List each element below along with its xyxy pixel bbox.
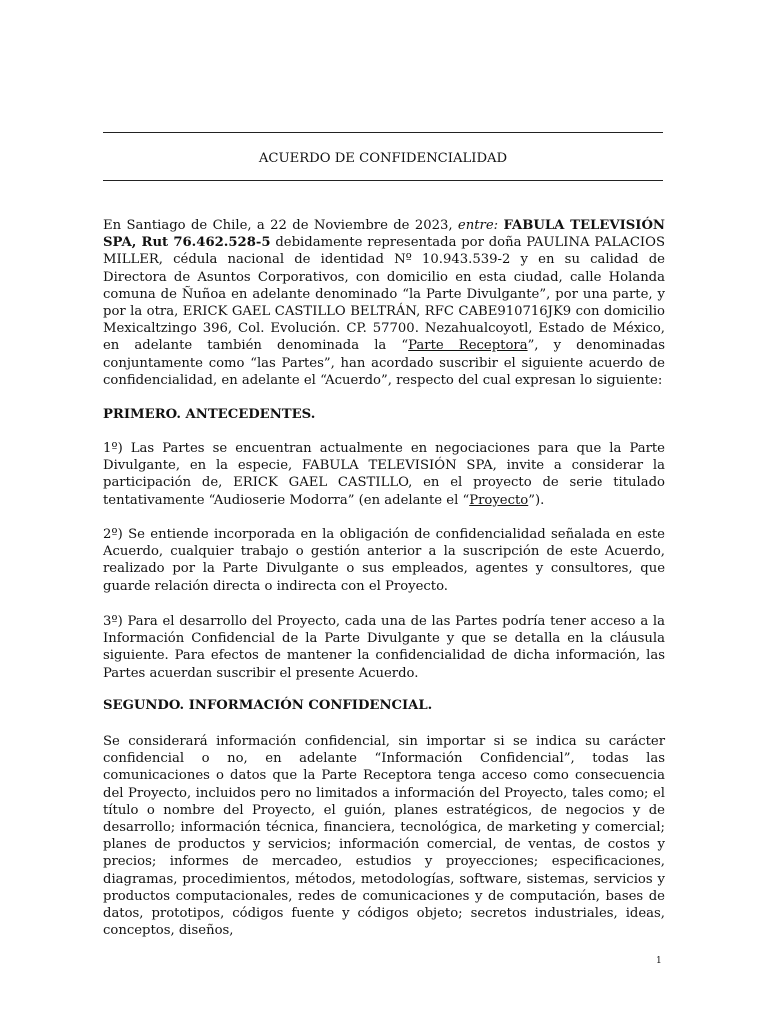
section-segundo-heading: SEGUNDO. INFORMACIÓN CONFIDENCIAL. [103,698,433,713]
top-rule [103,132,663,133]
proyecto-term: Proyecto [469,492,529,508]
p1-text-1: 1º) Las Partes se encuentran actualmente en negociaciones para que la Parte Divulgante, en la especie, FABULA TELEVISIÓN SPA, invite a considerar la participación de, ERICK GAEL CASTILLO, en el proyecto de serie titulado tentativamente “Audioserie Modorra” (en adelante el “ [103,441,665,508]
p1-text-2: ”). [528,492,545,508]
document-title: ACUERDO DE CONFIDENCIALIDAD [258,151,508,166]
intro-text-1: En Santiago de Chile, a 22 de Noviembre de 2023, [103,218,458,233]
paragraph-3: 3º) Para el desarrollo del Proyecto, cada una de las Partes podría tener acceso a la Información Confidencial de la Parte Divulgante y que se detalla en la cláusula siguiente. Para efectos de mantener la confidencialidad de dicha información, las Partes acuerdan suscribir el presente Acuerdo. [103,614,665,681]
paragraph-4: Se considerará información confidencial, sin importar si se indica su carácter confidencial o no, en adelante “Información Confidencial”, todas las comunicaciones o datos que la Parte Receptora tenga acceso como consecuencia del Proyecto, incluidos pero no limitados a información del Proyecto, tales como; el título o nombre del Proyecto, el guión, planes estratégicos, de negocios y de desarrollo; información técnica, financiera, tecnológica, de marketing y comercial; planes de productos y servicios; información comercial, de ventas, de costos y precios; informes de mercadeo, estudios y proyecciones; especificaciones, diagramas, procedimientos, métodos, metodologías, software, sistemas, servicios y productos computacionales, redes de comunicaciones y de computación, bases de datos, prototipos, códigos fuente y códigos objeto; secretos industriales, ideas, conceptos, diseños, [103,734,665,939]
intro-text-3: debidamente representada por doña PAULINA PALACIOS MILLER, cédula nacional de identidad Nº 10.943.539-2 y en su calidad de Directora de Asuntos Corporativos, con domicilio en esta ciudad, calle Holanda comuna de Ñuñoa en adelante denominado “la Parte Divulgante”, por una parte, y por la otra, ERICK GAEL CASTILLO BELTRÁN, RFC CABE910716JK9 con domicilio Mexicaltzingo 396, Col. Evolución. CP. 57700. Nezahualcoyotl, Estado de México, en adelante también denominada la “ [103,235,665,354]
section-primero-heading: PRIMERO. ANTECEDENTES. [103,407,316,422]
paragraph-2: 2º) Se entiende incorporada en la obligación de confidencialidad señalada en este Acuerdo, cualquier trabajo o gestión anterior a la suscripción de este Acuerdo, realizado por la Parte Divulgante o sus empleados, agentes y consultores, que guarde relación directa o indirecta con el Proyecto. [103,527,665,594]
intro-paragraph [103,217,665,389]
intro-text-4: ”, y denominadas conjuntamente como “las Partes”, han acordado suscribir el siguiente acuerdo de confidencialidad, en adelante el “Acuerdo”, respecto del cual expresan lo siguiente: [103,338,665,388]
page-number: 1 [656,956,662,966]
title-rule [103,180,663,181]
paragraph-1 [103,440,665,509]
intro-entre: entre: [457,218,499,233]
parte-receptora-term: Parte Receptora [408,338,528,354]
company-name: FABULA TELEVISIÓN SPA, Rut 76.462.528-5 [103,218,665,251]
